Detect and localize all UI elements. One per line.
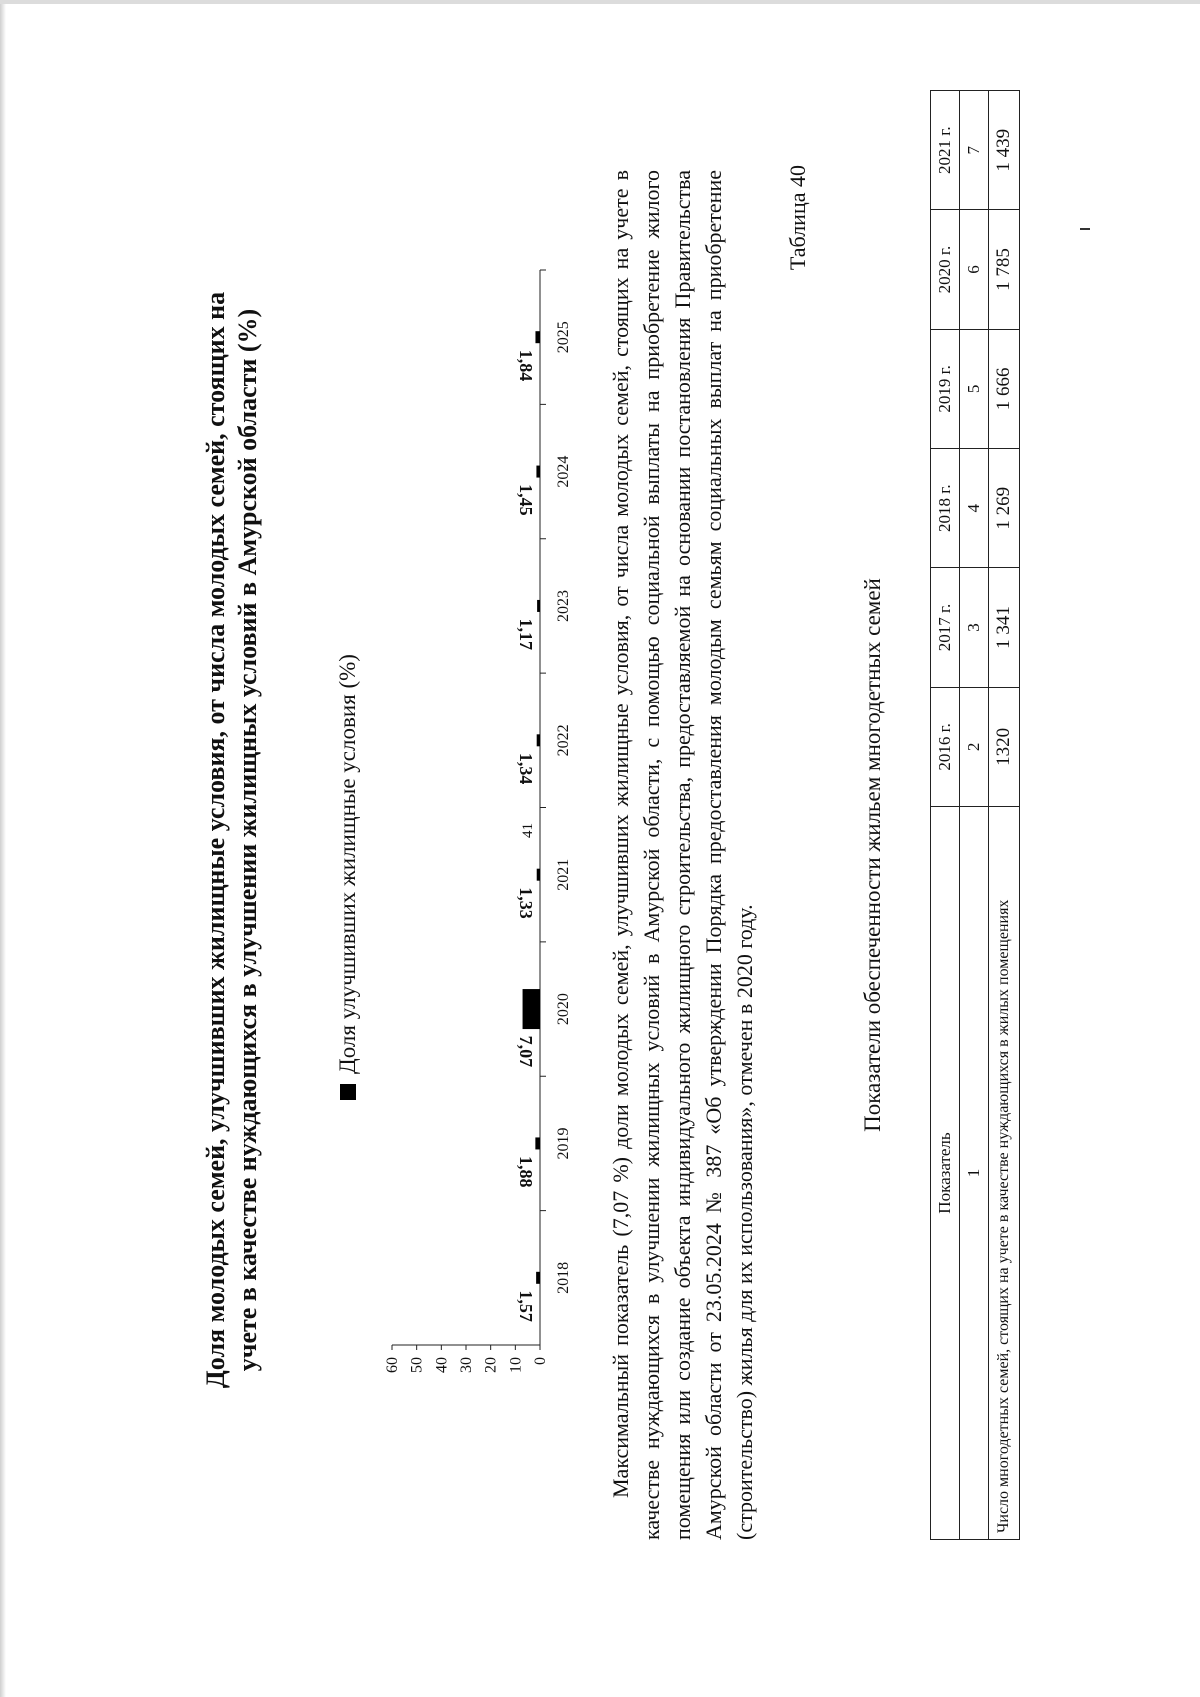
data-label: 1,84	[516, 349, 536, 382]
x-tick-label: 2019	[555, 1127, 572, 1160]
header-cell: Показатель	[931, 807, 960, 1540]
numbering-cell: 6	[960, 210, 989, 329]
numbering-cell: 7	[960, 91, 989, 210]
legend-label: Доля улучшивших жилищные условия (%)	[335, 654, 360, 1074]
y-tick-label: 50	[408, 1357, 426, 1373]
body-paragraph	[605, 170, 760, 1540]
paragraph-text: Максимальный показатель (7,07 %) доли молодых семей, улучшивших жилищные условия, от числа молодых семей, стоящих на учете в качестве нуждающихся в улучшении жилищных условий в Амурской области, с помощью социальной выплаты на приобретение жилого помещения или создание объекта индивидуального жилищного строительства, предоставляемой на основании постановления Правительства Амурской области от 23.05.2024 № 387 «Об утверждении Порядка предоставления молодым семьям социальных выплат на приобретение (строительство) жилья для их использования», отмечен в 2020 году.	[608, 170, 757, 1540]
value-cell: 1320	[989, 687, 1020, 806]
y-tick-label: 20	[482, 1357, 500, 1373]
numbering-cell: 4	[960, 449, 989, 568]
header-cell: 2020 г.	[931, 210, 960, 329]
value-cell: 1 341	[989, 568, 1020, 687]
data-label: 1,45	[516, 484, 536, 516]
numbering-cell: 3	[960, 568, 989, 687]
page-number: 41	[520, 823, 536, 838]
legend-swatch	[340, 1084, 356, 1100]
bar	[535, 1137, 540, 1149]
header-cell: 2017 г.	[931, 568, 960, 687]
table-caption: Показатели обеспеченности жильем многодетных семей	[860, 578, 885, 1132]
y-tick-label: 30	[458, 1357, 475, 1373]
y-tick-label: 10	[507, 1357, 525, 1373]
value-cell: 1 785	[989, 210, 1020, 329]
x-tick-label: 2021	[555, 858, 572, 891]
scan-mark	[1080, 228, 1090, 230]
numbering-cell: 5	[960, 329, 989, 448]
bar	[535, 331, 540, 343]
data-label: 1,57	[516, 1290, 536, 1322]
value-cell: 1 439	[989, 91, 1020, 210]
bar	[536, 1272, 540, 1284]
header-cell: 2016 г.	[931, 687, 960, 806]
x-tick-label: 2025	[555, 321, 572, 354]
value-cell: 1 666	[989, 329, 1020, 448]
indicator-cell: Число многодетных семей, стоящих на учете в качестве нуждающихся в жилых помещениях	[989, 807, 1020, 1540]
value-cell: 1 269	[989, 449, 1020, 568]
table-row	[989, 91, 1020, 1540]
data-label: 7,07	[516, 1035, 536, 1068]
chart-title: Доля молодых семей, улучшивших жилищные условия, от числа молодых семей, стоящих на учете в качестве нуждающихся в улучшении жилищных условий в Амурской области (%)	[201, 291, 262, 1389]
data-label: 1,33	[516, 887, 536, 919]
table-number: Таблица 40	[785, 165, 810, 271]
header-cell: 2019 г.	[931, 329, 960, 448]
bar	[537, 600, 540, 612]
y-tick-label: 60	[384, 1357, 401, 1373]
x-tick-label: 2022	[555, 724, 572, 757]
bar	[536, 466, 540, 478]
table-header-row	[931, 91, 960, 1540]
scan-edge-top	[0, 0, 1200, 4]
y-tick-label: 40	[433, 1357, 451, 1373]
bar	[537, 734, 540, 746]
data-label: 1,34	[516, 752, 536, 785]
chart-legend	[335, 654, 361, 1100]
data-label: 1,88	[516, 1155, 536, 1188]
scan-edge-left	[0, 0, 6, 1697]
x-tick-label: 2018	[555, 1261, 572, 1294]
x-tick-label: 2023	[555, 589, 572, 622]
header-cell: 2018 г.	[931, 449, 960, 568]
data-table	[930, 90, 1020, 1540]
bar	[537, 869, 540, 881]
rotated-page-content	[200, 50, 1100, 1660]
x-tick-label: 2024	[555, 455, 572, 488]
data-label: 1,17	[516, 618, 536, 650]
bar	[523, 989, 540, 1029]
y-tick-label: 0	[532, 1357, 549, 1365]
numbering-cell: 2	[960, 687, 989, 806]
x-tick-label: 2020	[555, 993, 572, 1026]
numbering-cell: 1	[960, 807, 989, 1540]
header-cell: 2021 г.	[931, 91, 960, 210]
table-numbering-row	[960, 91, 989, 1540]
